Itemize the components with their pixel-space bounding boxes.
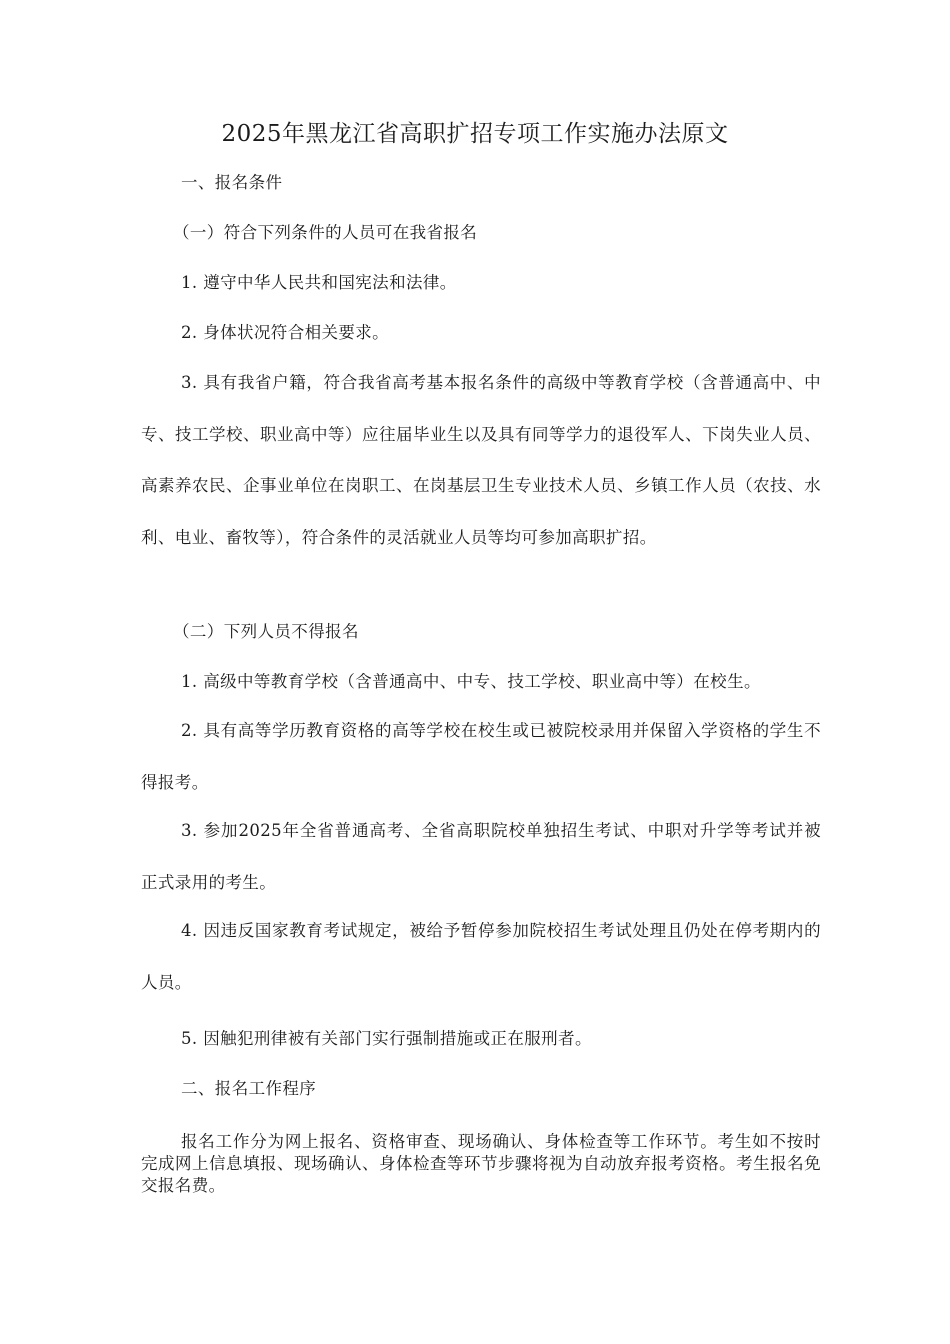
paragraph-item-2-3: 3. 参加2025年全省普通高考、全省高职院校单独招生考试、中职对升学等考试并被正式录用的考生。 bbox=[141, 821, 821, 892]
paragraph-item-2-1: 1. 高级中等教育学校（含普通高中、中专、技工学校、职业高中等）在校生。 bbox=[181, 672, 761, 691]
paragraph-item-1-1: 1. 遵守中华人民共和国宪法和法律。 bbox=[181, 273, 457, 292]
paragraph-procedure: 报名工作分为网上报名、资格审查、现场确认、身体检查等工作环节。考生如不按时完成网上信息填报、现场确认、身体检查等环节步骤将视为自动放弃报考资格。考生报名免交报名费。 bbox=[141, 1132, 821, 1195]
document-title: 2025年黑龙江省高职扩招专项工作实施办法原文 bbox=[221, 121, 729, 147]
paragraph-item-2-2: 2. 具有高等学历教育资格的高等学校在校生或已被院校录用并保留入学资格的学生不得报考。 bbox=[141, 721, 821, 792]
paragraph-item-1-2: 2. 身体状况符合相关要求。 bbox=[181, 323, 390, 342]
paragraph-item-2-4: 4. 因违反国家教育考试规定，被给予暂停参加院校招生考试处理且仍处在停考期内的人员。 bbox=[141, 921, 821, 992]
paragraph-item-2-5: 5. 因触犯刑律被有关部门实行强制措施或正在服刑者。 bbox=[181, 1029, 592, 1048]
subsection-heading-2: （二）下列人员不得报名 bbox=[173, 622, 359, 641]
section-heading-2: 二、报名工作程序 bbox=[181, 1079, 317, 1098]
section-heading-1: 一、报名条件 bbox=[181, 173, 283, 192]
paragraph-item-1-3: 3. 具有我省户籍，符合我省高考基本报名条件的高级中等教育学校（含普通高中、中专、技工学校、职业高中等）应往届毕业生以及具有同等学力的退役军人、下岗失业人员、高素养农民、企事业单位在岗职工、在岗基层卫生专业技术人员、乡镇工作人员（农技、水利、电业、畜牧等），符合条件的灵活就业人员等均可参加高职扩招。 bbox=[141, 373, 821, 547]
subsection-heading-1: （一）符合下列条件的人员可在我省报名 bbox=[173, 223, 478, 242]
